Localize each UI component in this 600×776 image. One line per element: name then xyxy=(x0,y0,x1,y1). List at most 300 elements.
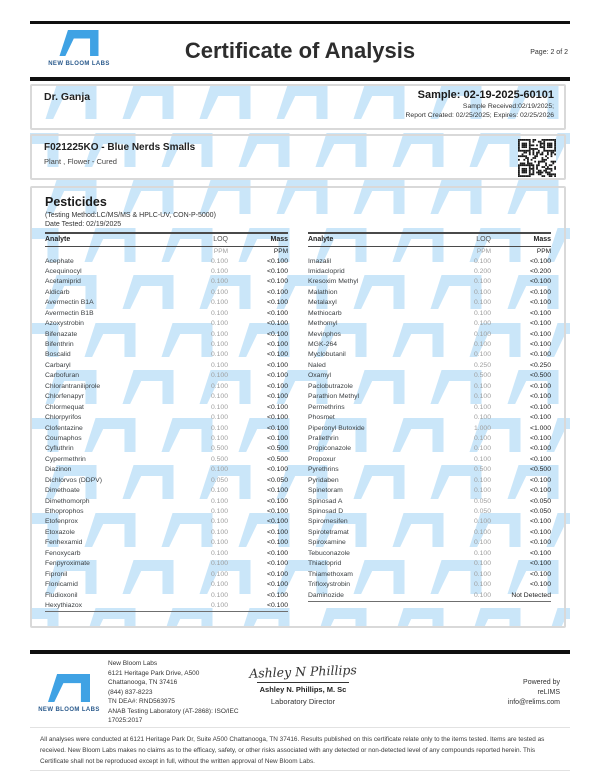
item-code: F021225KO - Blue Nerds Smalls xyxy=(44,142,196,153)
analyte-name: Mevinphos xyxy=(308,330,341,338)
loq-value: 0.100 xyxy=(210,393,228,401)
table-row xyxy=(45,549,288,559)
table-row xyxy=(308,257,551,267)
address-line: 17025:2017 xyxy=(108,717,143,724)
mass-unit: PPM xyxy=(273,248,288,255)
mass-value: <0.100 xyxy=(530,414,551,422)
loq-unit: PPM xyxy=(476,248,491,255)
loq-value: 0.100 xyxy=(473,487,491,495)
table-row xyxy=(45,538,288,548)
analyte-name: Cyfluthrin xyxy=(45,445,74,453)
signature-block xyxy=(238,664,368,706)
mass-value: <0.100 xyxy=(267,320,288,328)
pesticides-table-left xyxy=(45,232,288,612)
column-mass: Mass xyxy=(533,236,551,243)
analyte-name: Carbaryl xyxy=(45,361,71,369)
table-row xyxy=(308,538,551,548)
loq-value: 0.100 xyxy=(210,330,228,338)
mass-value: <0.100 xyxy=(267,466,288,474)
page-number: Page: 2 of 2 xyxy=(530,49,568,56)
loq-value: 0.100 xyxy=(210,372,228,380)
loq-value: 0.100 xyxy=(210,539,228,547)
loq-value: 0.100 xyxy=(210,591,228,599)
loq-value: 0.100 xyxy=(473,560,491,568)
column-analyte: Analyte xyxy=(308,236,334,243)
loq-value: 0.100 xyxy=(210,257,228,265)
loq-value: 0.100 xyxy=(473,393,491,401)
mass-value: <0.100 xyxy=(530,393,551,401)
analyte-name: Naled xyxy=(308,361,326,369)
loq-value: 0.100 xyxy=(473,476,491,484)
loq-value: 0.100 xyxy=(210,361,228,369)
mass-value: <1.000 xyxy=(530,424,551,432)
units-row xyxy=(45,247,288,257)
analyte-name: Acephate xyxy=(45,257,74,265)
mass-value: <0.100 xyxy=(530,403,551,411)
table-row xyxy=(308,486,551,496)
analyte-name: Boscalid xyxy=(45,351,71,359)
table-row xyxy=(45,424,288,434)
mass-value: <0.100 xyxy=(530,288,551,296)
analyte-name: Phosmet xyxy=(308,414,335,422)
table-row xyxy=(45,382,288,392)
loq-value: 0.100 xyxy=(473,591,491,599)
table-body-right xyxy=(308,257,551,602)
analyte-name: Propiconazole xyxy=(308,445,352,453)
table-row xyxy=(45,476,288,486)
loq-value: 0.250 xyxy=(473,361,491,369)
table-row xyxy=(45,580,288,590)
mass-value: <0.100 xyxy=(530,549,551,557)
table-row xyxy=(308,403,551,413)
mass-value: <0.100 xyxy=(267,581,288,589)
mass-value: <0.100 xyxy=(267,267,288,275)
table-row xyxy=(45,444,288,454)
pesticides-table-right xyxy=(308,232,551,612)
table-row xyxy=(308,444,551,454)
loq-value: 0.100 xyxy=(210,309,228,317)
pesticides-section xyxy=(30,186,566,628)
table-row xyxy=(308,350,551,360)
address-line: New Bloom Labs xyxy=(108,660,158,667)
analyte-name: Spinosad A xyxy=(308,497,343,505)
table-row xyxy=(308,434,551,444)
table-row xyxy=(45,528,288,538)
analyte-name: Prallethrin xyxy=(308,434,339,442)
loq-value: 0.500 xyxy=(473,372,491,380)
table-row xyxy=(308,559,551,569)
table-row xyxy=(45,570,288,580)
disclaimer-text: All analyses were conducted at 6121 Heritage Park Dr, Suite A500 Chattanooga, TN 37416. Results published on this certificate relate only to the items tested. Items are tested as received. New Bloom Labs makes no claims as to the efficacy, safety, or other risks associated with any detected or non-detected level of any compounds reported herein. This Certificate shall not be reproduced except in full, without the written approval of New Bloom Labs. xyxy=(40,736,545,765)
mass-value: <0.100 xyxy=(267,508,288,515)
mass-value: <0.100 xyxy=(267,299,288,307)
mass-value: <0.100 xyxy=(267,414,288,422)
analyte-name: Fipronil xyxy=(45,570,68,578)
column-loq: LOQ xyxy=(213,236,228,243)
mass-value: <0.100 xyxy=(267,560,288,568)
analyte-name: Tebuconazole xyxy=(308,549,350,557)
sample-received: Sample Received:02/19/2025; xyxy=(462,103,554,110)
loq-value: 1.000 xyxy=(473,424,491,432)
analyte-name: Fenpyroximate xyxy=(45,560,90,568)
loq-value: 0.100 xyxy=(210,434,228,442)
table-row xyxy=(45,371,288,381)
loq-value: 0.100 xyxy=(210,267,228,275)
loq-value: 0.100 xyxy=(210,288,228,296)
analyte-name: Etofenprox xyxy=(45,518,78,526)
analyte-name: Pyrethrins xyxy=(308,466,339,474)
testing-method: (Testing Method:LC/MS/MS & HPLC-UV, CON-P-5000) xyxy=(45,212,216,219)
table-row xyxy=(308,330,551,340)
table-row xyxy=(45,277,288,287)
loq-value: 0.100 xyxy=(473,330,491,338)
loq-value: 0.100 xyxy=(210,414,228,422)
mass-value: <0.100 xyxy=(530,299,551,307)
table-row xyxy=(45,413,288,423)
mass-value: <0.100 xyxy=(267,288,288,296)
qr-code-icon xyxy=(518,139,556,177)
table-row xyxy=(308,361,551,371)
analyte-name: Bifenthrin xyxy=(45,341,74,348)
analyte-name: Spirotetramat xyxy=(308,528,349,536)
analyte-name: Chlorfenapyr xyxy=(45,393,84,401)
mass-value: <0.100 xyxy=(530,351,551,359)
sample-id: Sample: 02-19-2025-60101 xyxy=(417,89,554,101)
loq-value: 0.100 xyxy=(473,351,491,359)
column-mass: Mass xyxy=(270,236,288,243)
loq-value: 0.100 xyxy=(210,528,228,536)
logo-label: NEW BLOOM LABS xyxy=(48,61,110,67)
loq-value: 0.100 xyxy=(210,601,228,609)
table-row xyxy=(45,434,288,444)
analyte-name: Parathion Methyl xyxy=(308,393,360,401)
mass-value: <0.100 xyxy=(530,487,551,495)
loq-value: 0.100 xyxy=(210,497,228,505)
header-divider xyxy=(30,77,570,81)
table-row xyxy=(308,517,551,527)
table-row xyxy=(45,392,288,402)
analyte-name: Flonicamid xyxy=(45,581,78,589)
loq-value: 0.100 xyxy=(473,570,491,578)
loq-value: 0.100 xyxy=(473,309,491,317)
loq-value: 0.100 xyxy=(473,299,491,307)
mass-value: <0.100 xyxy=(267,351,288,359)
loq-value: 0.100 xyxy=(210,341,228,348)
table-row xyxy=(308,309,551,319)
mass-value: <0.100 xyxy=(267,549,288,557)
table-row xyxy=(45,267,288,277)
table-row xyxy=(308,298,551,308)
loq-value: 0.100 xyxy=(210,278,228,286)
table-row xyxy=(308,591,551,601)
table-row xyxy=(45,465,288,475)
footer-logo xyxy=(38,674,100,713)
analyte-name: Dichlorvos (DDPV) xyxy=(45,476,103,484)
analyte-name: Oxamyl xyxy=(308,372,332,380)
loq-value: 0.050 xyxy=(210,476,228,484)
table-row xyxy=(308,570,551,580)
table-row xyxy=(308,465,551,475)
mass-value: Not Detected xyxy=(511,591,551,599)
loq-value: 0.100 xyxy=(210,487,228,495)
table-row xyxy=(308,267,551,277)
table-header xyxy=(308,232,551,247)
analyte-name: Methiocarb xyxy=(308,309,342,317)
item-type: Plant , Flower - Cured xyxy=(44,157,117,166)
analyte-name: Carbofuran xyxy=(45,372,80,380)
loq-value: 0.100 xyxy=(210,466,228,474)
analyte-name: Ethoprophos xyxy=(45,508,84,515)
analyte-name: Clofentazine xyxy=(45,424,83,432)
table-row xyxy=(308,319,551,329)
mass-value: <0.100 xyxy=(267,257,288,265)
table-row xyxy=(308,528,551,538)
table-row xyxy=(308,392,551,402)
logo-label: NEW BLOOM LABS xyxy=(38,707,100,713)
loq-value: 0.100 xyxy=(473,320,491,328)
loq-value: 0.100 xyxy=(473,528,491,536)
analyte-name: Trifloxystrobin xyxy=(308,581,351,589)
address-line: (844) 837-8223 xyxy=(108,688,153,696)
analyte-name: Fenhexamid xyxy=(45,539,83,547)
table-row xyxy=(45,330,288,340)
analyte-name: Imidacloprid xyxy=(308,267,345,275)
mass-value: <0.100 xyxy=(530,309,551,317)
loq-value: 0.100 xyxy=(210,299,228,307)
table-row xyxy=(45,601,288,611)
mass-value: <0.500 xyxy=(267,455,288,463)
mass-value: <0.100 xyxy=(530,341,551,348)
analyte-name: Pyridaben xyxy=(308,476,339,484)
units-row xyxy=(308,247,551,257)
analyte-name: Spiroxamine xyxy=(308,539,346,547)
table-row xyxy=(45,340,288,350)
mass-value: <0.100 xyxy=(267,539,288,547)
table-row xyxy=(308,288,551,298)
mass-value: <0.500 xyxy=(530,372,551,380)
address-line: ANAB Testing Laboratory (AT-2868): ISO/IEC xyxy=(108,707,239,715)
analyte-name: Etoxazole xyxy=(45,528,75,536)
column-loq: LOQ xyxy=(476,236,491,243)
table-row xyxy=(45,455,288,465)
mass-value: <0.100 xyxy=(267,434,288,442)
new-bloom-logo-icon xyxy=(47,674,91,702)
loq-value: 0.100 xyxy=(473,278,491,286)
table-row xyxy=(308,424,551,434)
loq-value: 0.500 xyxy=(210,445,228,453)
signatory-name: Ashley N. Phillips, M. Sc xyxy=(259,685,347,694)
mass-value: <0.100 xyxy=(530,560,551,568)
address-line: 6121 Heritage Park Drive, A500 xyxy=(108,669,200,677)
table-row xyxy=(308,382,551,392)
section-title: Pesticides xyxy=(45,195,107,209)
address-line: TN DEA#: RND563975 xyxy=(108,698,175,705)
loq-value: 0.100 xyxy=(473,414,491,422)
table-row xyxy=(308,413,551,423)
signature-line xyxy=(257,682,349,683)
loq-value: 0.100 xyxy=(210,518,228,526)
sample-info xyxy=(406,89,555,119)
loq-value: 0.100 xyxy=(473,581,491,589)
mass-unit: PPM xyxy=(536,248,551,255)
mass-value: <0.100 xyxy=(267,424,288,432)
analyte-name: Dimethomorph xyxy=(45,497,90,505)
loq-value: 0.500 xyxy=(473,466,491,474)
loq-value: 0.100 xyxy=(473,539,491,547)
analyte-name: Aldicarb xyxy=(45,288,70,296)
table-header xyxy=(45,232,288,247)
loq-value: 0.100 xyxy=(473,518,491,526)
analyte-name: Propoxur xyxy=(308,455,336,463)
bottom-divider xyxy=(30,770,570,771)
mass-value: <0.100 xyxy=(530,455,551,463)
analyte-name: Methomyl xyxy=(308,320,338,328)
table-body-left xyxy=(45,257,288,613)
table-row xyxy=(308,580,551,590)
table-row xyxy=(45,309,288,319)
analyte-name: Dimethoate xyxy=(45,487,80,495)
lab-address xyxy=(108,659,239,726)
loq-value: 0.100 xyxy=(210,560,228,568)
analyte-name: Avermectin B1B xyxy=(45,309,94,317)
analyte-name: Fludioxonil xyxy=(45,591,78,599)
table-row xyxy=(45,507,288,517)
analyte-name: Fenoxycarb xyxy=(45,549,81,557)
mass-value: <0.100 xyxy=(530,581,551,589)
loq-value: 0.200 xyxy=(473,267,491,275)
mass-value: <0.100 xyxy=(530,382,551,390)
table-row xyxy=(45,486,288,496)
powered-by-block xyxy=(508,678,560,708)
analyte-name: Thiacloprid xyxy=(308,560,342,568)
mass-value: <0.100 xyxy=(267,591,288,599)
mass-value: <0.100 xyxy=(530,330,551,338)
analyte-name: Piperonyl Butoxide xyxy=(308,424,365,432)
table-row xyxy=(308,497,551,507)
analyte-name: Spinetoram xyxy=(308,487,343,495)
mass-value: <0.100 xyxy=(267,497,288,505)
table-row xyxy=(45,298,288,308)
analyte-name: Spinosad D xyxy=(308,508,344,515)
mass-value: <0.100 xyxy=(267,601,288,609)
loq-value: 0.100 xyxy=(473,549,491,557)
mass-value: <0.100 xyxy=(530,278,551,286)
analyte-name: Spiromesifen xyxy=(308,518,348,526)
loq-value: 0.100 xyxy=(473,455,491,463)
powered-email[interactable]: info@relims.com xyxy=(507,699,560,706)
mass-value: <0.100 xyxy=(267,330,288,338)
mass-value: <0.100 xyxy=(530,257,551,265)
mass-value: <0.050 xyxy=(267,476,288,484)
mass-value: <0.100 xyxy=(267,361,288,369)
table-row xyxy=(45,257,288,267)
table-row xyxy=(308,371,551,381)
analyte-name: Acequinocyl xyxy=(45,267,82,275)
mass-value: <0.100 xyxy=(267,382,288,390)
analyte-name: Azoxystrobin xyxy=(45,320,84,328)
table-row xyxy=(308,549,551,559)
client-sample-box xyxy=(30,84,566,130)
table-row xyxy=(45,559,288,569)
analyte-name: Malathion xyxy=(308,288,338,296)
table-row xyxy=(45,403,288,413)
mass-value: <0.050 xyxy=(530,497,551,505)
column-analyte: Analyte xyxy=(45,236,71,243)
mass-value: <0.100 xyxy=(267,278,288,286)
table-row xyxy=(45,361,288,371)
top-rule xyxy=(30,21,570,24)
loq-value: 0.100 xyxy=(473,445,491,453)
analyte-name: Permethrins xyxy=(308,403,345,411)
analyte-name: Avermectin B1A xyxy=(45,299,94,307)
mass-value: <0.100 xyxy=(530,476,551,484)
table-row xyxy=(45,517,288,527)
analyte-name: Chlorpyrifos xyxy=(45,414,82,422)
table-row xyxy=(45,497,288,507)
loq-value: 0.100 xyxy=(473,403,491,411)
loq-unit: PPM xyxy=(213,248,228,255)
loq-value: 0.100 xyxy=(210,403,228,411)
analyte-name: Myclobutanil xyxy=(308,351,346,359)
report-created: Report Created: 02/25/2025; Expires: 02/25/2026 xyxy=(405,112,554,119)
analyte-name: Diazinon xyxy=(45,466,72,474)
mass-value: <0.100 xyxy=(267,487,288,495)
mass-value: <0.100 xyxy=(267,570,288,578)
loq-value: 0.100 xyxy=(210,351,228,359)
loq-value: 0.100 xyxy=(473,341,491,348)
analyte-name: Hexythiazox xyxy=(45,601,83,609)
item-box xyxy=(30,134,566,180)
mass-value: <0.100 xyxy=(530,528,551,536)
table-row xyxy=(45,350,288,360)
mass-value: <0.200 xyxy=(530,267,551,275)
loq-value: 0.050 xyxy=(473,497,491,505)
table-row xyxy=(45,319,288,329)
mass-value: <0.100 xyxy=(530,518,551,526)
client-name: Dr. Ganja xyxy=(44,91,91,103)
analyte-name: Thiamethoxam xyxy=(308,570,353,578)
loq-value: 0.100 xyxy=(210,382,228,390)
analyte-name: Chlorantraniliprole xyxy=(45,382,101,390)
mass-value: <0.100 xyxy=(530,434,551,442)
analyte-name: Coumaphos xyxy=(45,434,82,442)
mass-value: <0.100 xyxy=(267,309,288,317)
analyte-name: Chlormequat xyxy=(45,403,84,411)
loq-value: 0.100 xyxy=(210,508,228,515)
mass-value: <0.100 xyxy=(267,341,288,348)
analyte-name: Kresoxim Methyl xyxy=(308,278,359,286)
analyte-name: Paclobutrazole xyxy=(308,382,353,390)
analyte-name: Daminozide xyxy=(308,591,344,599)
mass-value: <0.100 xyxy=(267,393,288,401)
loq-value: 0.100 xyxy=(473,288,491,296)
table-row xyxy=(308,277,551,287)
mass-value: <0.500 xyxy=(267,445,288,453)
analyte-name: Bifenazate xyxy=(45,330,78,338)
table-row xyxy=(45,288,288,298)
page-title: Certificate of Analysis xyxy=(184,38,416,63)
analyte-name: Metalaxyl xyxy=(308,299,337,307)
footer-divider xyxy=(30,650,570,654)
table-row xyxy=(308,507,551,517)
mass-value: <0.100 xyxy=(530,320,551,328)
signature-handwriting: Ashley N Phillips xyxy=(248,662,358,681)
mass-value: <0.250 xyxy=(530,361,551,369)
loq-value: 0.100 xyxy=(473,434,491,442)
table-row xyxy=(308,476,551,486)
mass-value: <0.100 xyxy=(530,539,551,547)
table-row xyxy=(308,340,551,350)
